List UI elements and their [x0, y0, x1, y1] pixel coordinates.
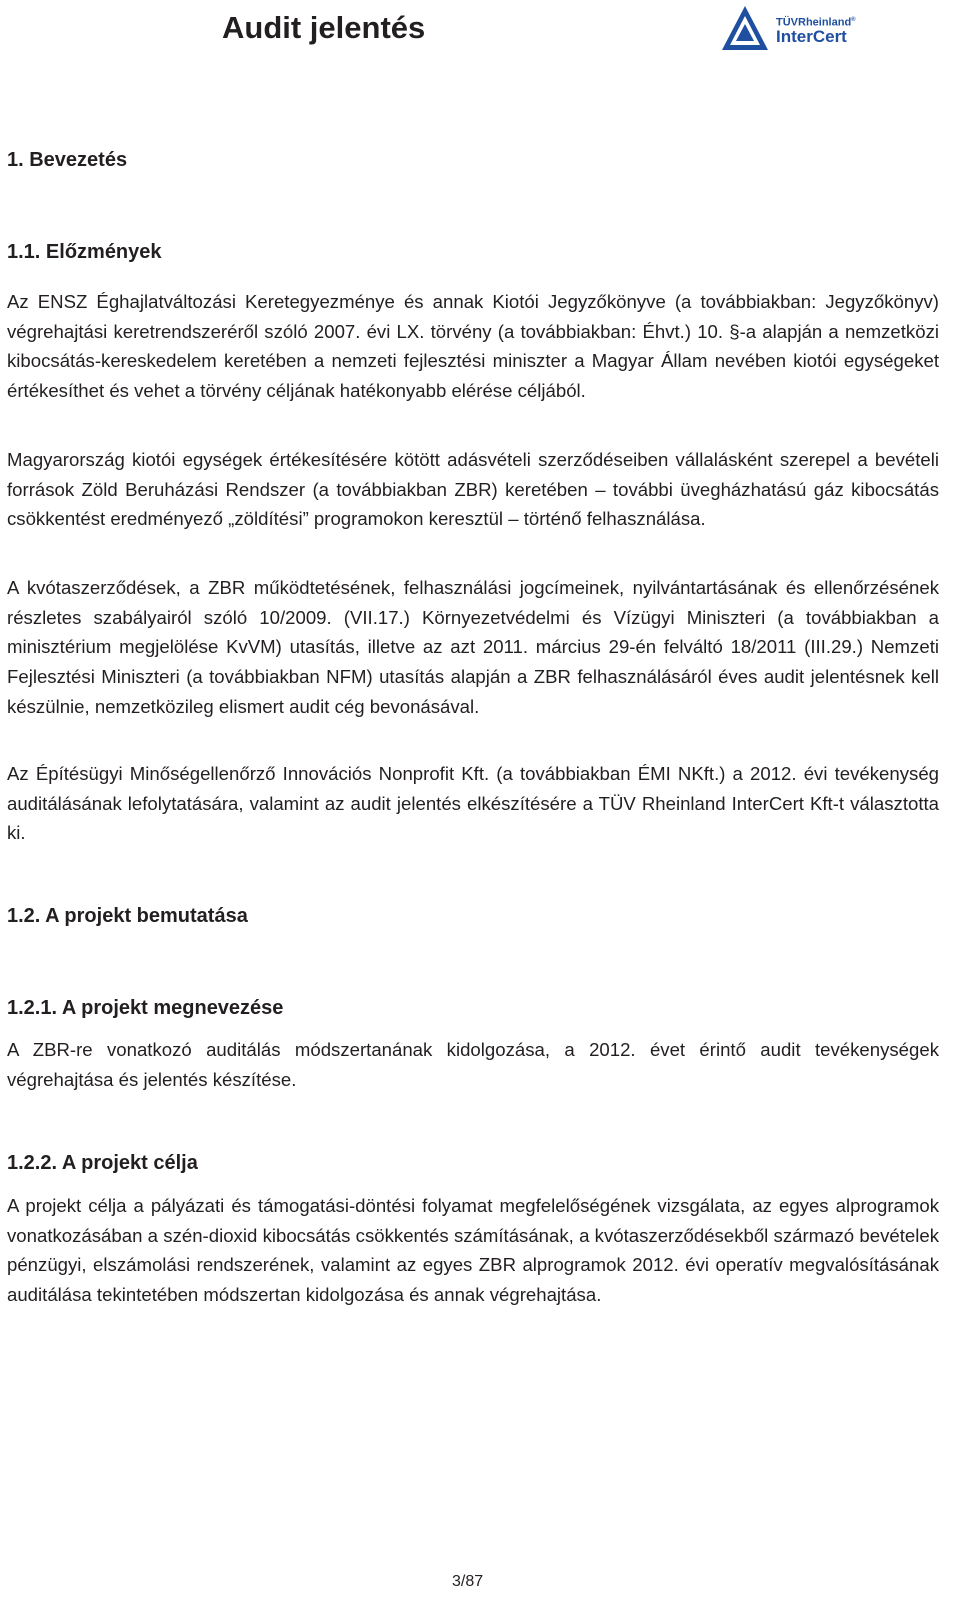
heading-projekt-megnevezese: 1.2.1. A projekt megnevezése [7, 997, 284, 1019]
logo-brand-text: TÜVRheinland® [776, 16, 856, 29]
paragraph-elozmenyek-2: Magyarország kiotói egységek értékesítésére kötött adásvételi szerződéseiben vállalásként szerepel a bevételi források Zöld Beruházási Rendszer (a továbbiakban ZBR) keretében – további üvegházhatású gáz kibocsátás csökkentést eredményező „zöldítési” programokon keresztül – történő felhasználása. [7, 449, 939, 530]
heading-elozmenyek: 1.1. Előzmények [7, 241, 162, 263]
heading-projekt-bemutatasa: 1.2. A projekt bemutatása [7, 905, 248, 927]
paragraph-elozmenyek-3: A kvótaszerződések, a ZBR működtetésének, felhasználási jogcímeinek, nyilvántartásának és ellenőrzésének részletes szabályairól szóló 10/2009. (VII.17.) Környezetvédelmi és Vízügyi Miniszteri (a továbbiakban a minisztérium megjelölése KvVM) utasítás, illetve az azt 2011. március 29-én felváltó 18/2011 (III.29.) Nemzeti Fejlesztési Miniszteri (a továbbiakban NFM) utasítás alapján a ZBR felhasználásáról éves audit jelentésnek kell készülnie, nemzetközileg elismert audit cég bevonásával. [7, 577, 939, 717]
tuv-rheinland-intercert-logo [720, 4, 870, 52]
document-title: Audit jelentés [222, 10, 426, 45]
paragraph-elozmenyek-4: Az Építésügyi Minőségellenőrző Innovációs Nonprofit Kft. (a továbbiakban ÉMI NKft.) a 2012. évi tevékenység auditálásának lefolytatására, valamint az audit jelentés elkészítésére a TÜV Rheinland InterCert Kft-t választotta ki. [7, 763, 939, 844]
logo-name-text: InterCert [776, 27, 847, 46]
page-number: 3/87 [452, 1573, 484, 1590]
heading-projekt-celja: 1.2.2. A projekt célja [7, 1152, 198, 1174]
heading-bevezetes: 1. Bevezetés [7, 149, 128, 171]
paragraph-projekt-celja: A projekt célja a pályázati és támogatási-döntési folyamat megfelelőségének vizsgálata, az egyes alprogramok vonatkozásában a szén-dioxid kibocsátás csökkentés számításának, a kvótaszerződésekből származó bevételek pénzügyi, elszámolási rendszerének, valamint az egyes ZBR alprogramok 2012. évi operatív megvalósításának auditálása tekintetében módszertan kidolgozása és annak végrehajtása. [7, 1195, 939, 1306]
paragraph-elozmenyek-1: Az ENSZ Éghajlatváltozási Keretegyezménye és annak Kiotói Jegyzőkönyve (a továbbiakban: Jegyzőkönyv) végrehajtási keretrendszeréről szóló 2007. évi LX. törvény (a továbbiakban: Éhvt.) 10. §-a alapján a nemzetközi kibocsátás-kereskedelem keretében a nemzeti fejlesztési miniszter a Magyar Állam nevében kiotói egységeket értékesíthet és vehet a törvény céljának hatékonyabb elérése céljából. [7, 291, 939, 402]
tuv-triangle-logo-icon [720, 4, 770, 52]
paragraph-projekt-megnevezese: A ZBR-re vonatkozó auditálás módszertanának kidolgozása, a 2012. évet érintő audit tevékenységek végrehajtása és jelentés készítése. [7, 1039, 939, 1090]
